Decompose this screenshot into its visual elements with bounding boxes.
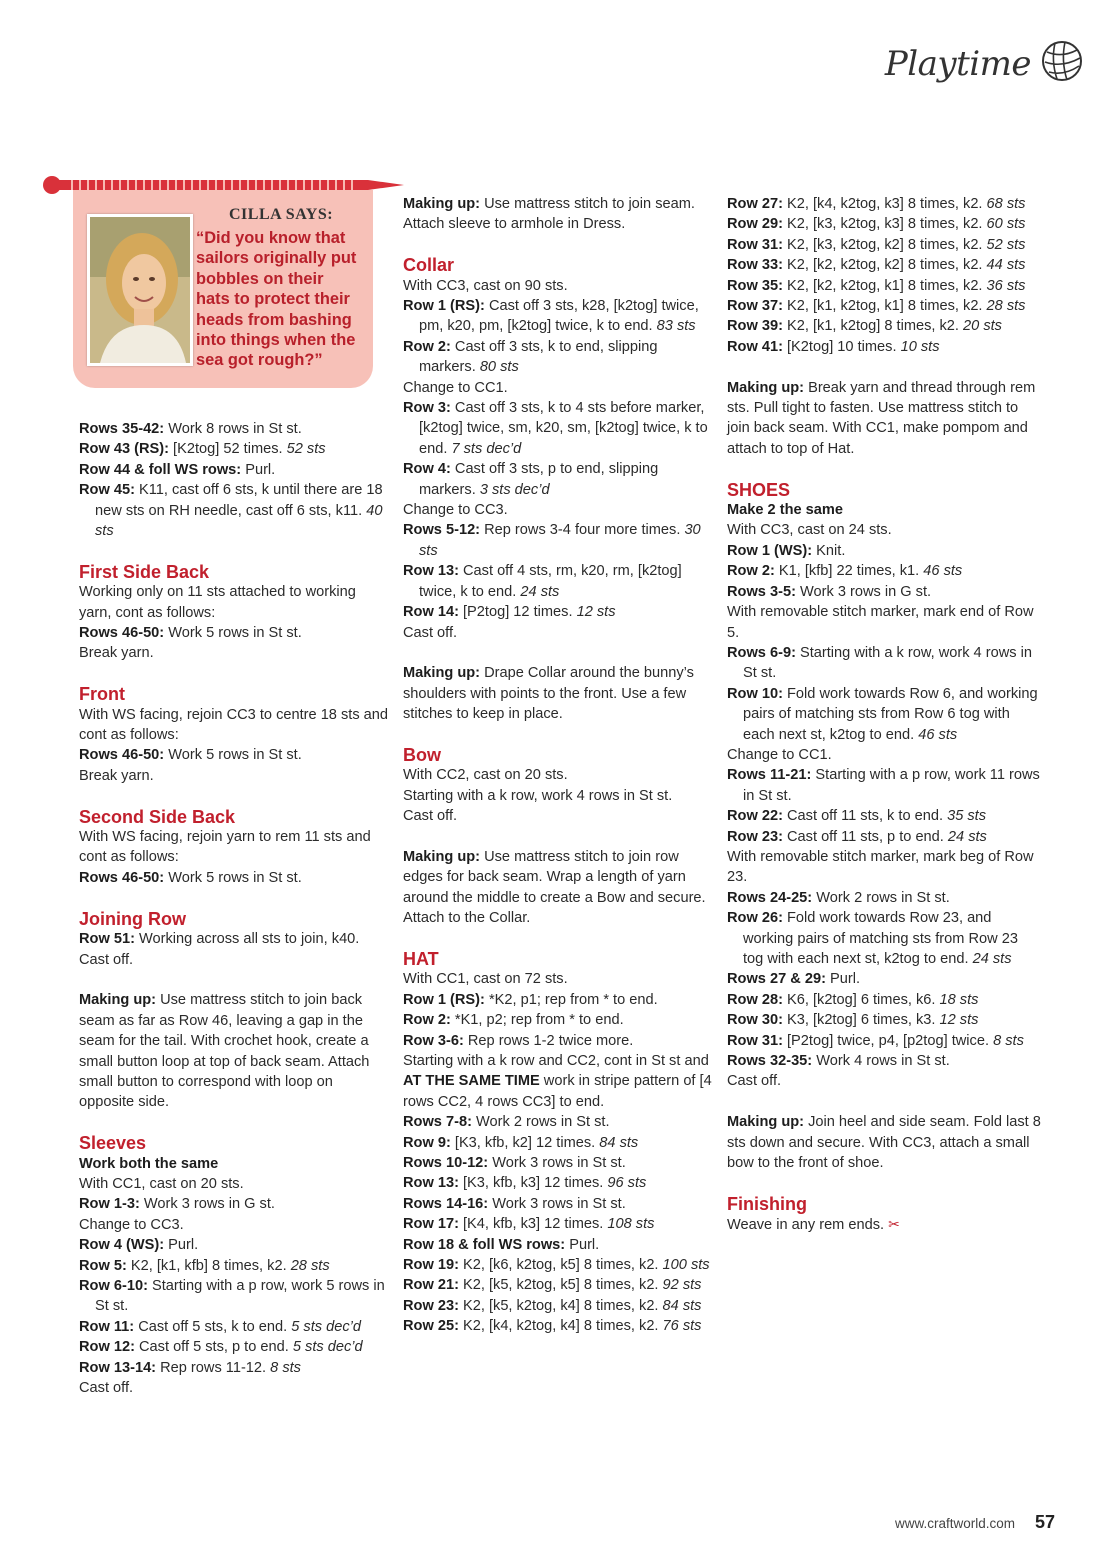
section-heading-shoes: SHOES xyxy=(727,479,791,500)
instruction-text: Break yarn. xyxy=(79,645,154,662)
subheading: Work both the same xyxy=(79,1155,219,1172)
instruction-row: Row 4 (WS): Purl. xyxy=(79,1237,199,1254)
instruction-text: Weave in any rem ends. ✂ xyxy=(727,1216,900,1234)
instruction-row: Rows 14-16: Work 3 rows in St st. xyxy=(403,1195,626,1212)
column-3 xyxy=(727,194,1042,1236)
instruction-row: Row 18 & foll WS rows: Purl. xyxy=(403,1236,600,1253)
instruction-row: Rows 11-21: Starting with a p row, work 11 rows in St st. xyxy=(727,767,1040,804)
instruction-row: Row 11: Cast off 5 sts, k to end. 5 sts dec’d xyxy=(79,1318,362,1335)
quote-line: “Did you know that xyxy=(196,229,346,247)
instruction-text: Cast off. xyxy=(403,808,458,825)
instruction-row: Row 1 (RS): *K2, p1; rep from * to end. xyxy=(403,991,658,1008)
instruction-row: Rows 7-8: Work 2 rows in St st. xyxy=(403,1114,610,1131)
column-2 xyxy=(403,194,713,1337)
instruction-row: Row 1 (RS): Cast off 3 sts, k28, [k2tog] twice, pm, k20, pm, [k2tog] twice, k to end. 83 sts xyxy=(403,298,699,335)
making-up-text: Making up: Use mattress stitch to join row edges for back seam. Wrap a length of yarn around the middle to create a Bow and secure. Attach to the Collar. xyxy=(403,848,706,927)
instruction-row: Row 5: K2, [k1, kfb] 8 times, k2. 28 sts xyxy=(79,1257,330,1274)
section-heading-collar: Collar xyxy=(403,255,455,276)
section-heading-bow: Bow xyxy=(403,744,441,765)
portrait-image xyxy=(90,217,190,363)
instruction-row: Rows 35-42: Work 8 rows in St st. xyxy=(79,421,302,437)
instruction-row: Row 23: Cast off 11 sts, p to end. 24 sts xyxy=(727,828,987,845)
instruction-row: Row 21: K2, [k5, k2tog, k5] 8 times, k2. 92 sts xyxy=(403,1277,702,1294)
instruction-row: Row 1 (WS): Knit. xyxy=(727,542,846,559)
instruction-row: Row 13-14: Rep rows 11-12. 8 sts xyxy=(79,1359,301,1376)
instruction-row: Rows 5-12: Rep rows 3-4 four more times. 30 sts xyxy=(403,522,701,559)
instruction-row: Row 19: K2, [k6, k2tog, k5] 8 times, k2. 100 sts xyxy=(403,1257,710,1274)
instruction-row: Row 2: K1, [kfb] 22 times, k1. 46 sts xyxy=(727,563,963,580)
instruction-row: Row 6-10: Starting with a p row, work 5 rows in St st. xyxy=(79,1277,385,1315)
instruction-text: With CC2, cast on 20 sts. xyxy=(403,767,568,784)
instruction-row: Rows 27 & 29: Purl. xyxy=(727,971,861,988)
instruction-row: Rows 6-9: Starting with a k row, work 4 rows in St st. xyxy=(727,644,1032,682)
section-heading-sleeves: Sleeves xyxy=(79,1133,147,1154)
instruction-row: Rows 32-35: Work 4 rows in St st. xyxy=(727,1053,950,1070)
section-heading-first-side-back: First Side Back xyxy=(79,561,210,582)
instruction-text: Change to CC1. xyxy=(403,379,508,396)
instruction-row: Row 45: K11, cast off 6 sts, k until there are 18 new sts on RH needle, cast off 6 sts, k11. 40 sts xyxy=(79,482,383,540)
instruction-row: Row 1-3: Work 3 rows in G st. xyxy=(79,1196,275,1213)
instruction-row: Row 3-6: Rep rows 1-2 twice more. xyxy=(403,1032,634,1049)
end-mark-icon: ✂ xyxy=(888,1216,900,1233)
tip-box xyxy=(73,190,373,388)
brand-header xyxy=(884,34,1087,94)
instruction-text: Change to CC1. xyxy=(727,746,832,763)
instruction-text: Working only on 11 sts attached to working yarn, cont as follows: xyxy=(79,584,356,621)
instruction-row: Row 33: K2, [k2, k2tog, k2] 8 times, k2. 44 sts xyxy=(727,257,1026,274)
instruction-text: With CC3, cast on 90 sts. xyxy=(403,277,568,294)
instruction-text: Starting with a k row and CC2, cont in St st and AT THE SAME TIME work in stripe pattern of [4 rows CC2, 4 rows CC3] to end. xyxy=(403,1052,712,1110)
instruction-row: Row 37: K2, [k1, k2tog, k1] 8 times, k2. 28 sts xyxy=(727,298,1026,315)
making-up-text: Making up: Join heel and side seam. Fold last 8 sts down and secure. With CC3, attach a small bow to the front of shoe. xyxy=(727,1114,1041,1172)
quote-line: heads from bashing xyxy=(196,310,352,329)
instruction-row: Rows 46-50: Work 5 rows in St st. xyxy=(79,625,302,642)
instruction-text: Change to CC3. xyxy=(403,502,508,519)
instruction-row: Row 35: K2, [k2, k2tog, k1] 8 times, k2. 36 sts xyxy=(727,277,1026,294)
instruction-text: With CC3, cast on 24 sts. xyxy=(727,522,892,539)
instruction-row: Row 25: K2, [k4, k2tog, k4] 8 times, k2. 76 sts xyxy=(403,1318,702,1335)
column-1 xyxy=(79,419,389,1398)
instruction-text: With CC1, cast on 20 sts. xyxy=(79,1175,244,1192)
quote-line: sea got rough?” xyxy=(196,351,323,370)
instruction-row: Row 22: Cast off 11 sts, k to end. 35 sts xyxy=(727,808,987,825)
instruction-row: Row 17: [K4, kfb, k3] 12 times. 108 sts xyxy=(403,1216,655,1233)
instruction-row: Row 39: K2, [k1, k2tog] 8 times, k2. 20 sts xyxy=(727,318,1002,335)
instruction-text: With WS facing, rejoin CC3 to centre 18 sts and cont as follows: xyxy=(79,706,389,744)
instruction-row: Row 10: Fold work towards Row 6, and working pairs of matching sts from Row 6 tog with each next st, k2tog to end. 46 sts xyxy=(727,685,1038,743)
instruction-row: Row 29: K2, [k3, k2tog, k3] 8 times, k2. 60 sts xyxy=(727,216,1026,233)
quote-line: bobbles on their xyxy=(196,269,324,288)
instruction-row: Row 14: [P2tog] 12 times. 12 sts xyxy=(403,604,616,621)
yarn-ball-icon xyxy=(1037,36,1087,86)
instruction-row: Row 51: Working across all sts to join, k40. xyxy=(79,931,360,948)
making-up-text: Making up: Use mattress stitch to join seam. Attach sleeve to armhole in Dress. xyxy=(403,196,695,233)
making-up-text: Making up: Drape Collar around the bunny’s shoulders with points to the front. Use a few stitches to keep in place. xyxy=(403,665,694,723)
instruction-row: Row 13: Cast off 4 sts, rm, k20, rm, [k2tog] twice, k to end. 24 sts xyxy=(403,563,682,600)
instruction-row: Row 4: Cast off 3 sts, p to end, slipping markers. 3 sts dec’d xyxy=(403,461,659,498)
instruction-row: Row 2: *K1, p2; rep from * to end. xyxy=(403,1012,624,1029)
section-heading-second-side-back: Second Side Back xyxy=(79,806,236,827)
section-heading-joining-row: Joining Row xyxy=(79,908,186,929)
instruction-row: Row 9: [K3, kfb, k2] 12 times. 84 sts xyxy=(403,1134,639,1151)
instruction-row: Row 31: K2, [k3, k2tog, k2] 8 times, k2. 52 sts xyxy=(727,236,1026,253)
instruction-text: Change to CC3. xyxy=(79,1216,184,1233)
instruction-row: Row 41: [K2tog] 10 times. 10 sts xyxy=(727,338,940,355)
page-number: 57 xyxy=(1034,1512,1055,1532)
instruction-row: Rows 24-25: Work 2 rows in St st. xyxy=(727,889,950,906)
section-heading-front: Front xyxy=(79,684,125,705)
instruction-text: Cast off. xyxy=(79,1380,134,1396)
instruction-row: Rows 46-50: Work 5 rows in St st. xyxy=(79,747,302,764)
instruction-text: Cast off. xyxy=(403,624,458,641)
brand-title: Playtime xyxy=(884,44,1031,84)
instruction-text: With CC1, cast on 72 sts. xyxy=(403,971,568,988)
quote-line: hats to protect their xyxy=(196,290,350,309)
instruction-text: With removable stitch marker, mark beg of Row 23. xyxy=(727,848,1034,886)
quote-line: sailors originally put xyxy=(196,249,357,268)
cilla-photo xyxy=(87,214,193,366)
instruction-text: With WS facing, rejoin yarn to rem 11 sts and cont as follows: xyxy=(79,829,371,866)
instruction-row: Row 31: [P2tog] twice, p4, [p2tog] twice. 8 sts xyxy=(727,1032,1024,1049)
making-up-text: Making up: Use mattress stitch to join back seam as far as Row 46, leaving a gap in the seam for the tail. With crochet hook, create a small button loop at top of back seam. Attach small button to correspond with loop on opposite side. xyxy=(79,992,370,1111)
instruction-row: Row 26: Fold work towards Row 23, and working pairs of matching sts from Row 23 tog with each next st, k2tog to end. 24 sts xyxy=(727,910,1018,967)
tip-title: CILLA SAYS: xyxy=(229,206,334,223)
instruction-row: Rows 10-12: Work 3 rows in St st. xyxy=(403,1155,626,1172)
instruction-row: Row 23: K2, [k5, k2tog, k4] 8 times, k2. 84 sts xyxy=(403,1297,702,1314)
instruction-row: Row 13: [K3, kfb, k3] 12 times. 96 sts xyxy=(403,1175,647,1192)
instruction-text: Cast off. xyxy=(727,1073,782,1090)
instruction-text: With removable stitch marker, mark end of Row 5. xyxy=(727,604,1034,641)
instruction-row: Rows 3-5: Work 3 rows in G st. xyxy=(727,583,932,600)
making-up-text: Making up: Break yarn and thread through rem sts. Pull tight to fasten. Use mattress stitch to join back seam. With CC1, make pompom and attach to top of Hat. xyxy=(727,379,1036,457)
instruction-text: Break yarn. xyxy=(79,767,154,784)
instruction-row: Row 3: Cast off 3 sts, k to 4 sts before marker, [k2tog] twice, sm, k20, sm, [k2tog] twice, k to end. 7 sts dec’d xyxy=(403,400,708,457)
instruction-row: Row 30: K3, [k2tog] 6 times, k3. 12 sts xyxy=(727,1012,979,1029)
instruction-row: Row 2: Cast off 3 sts, k to end, slipping markers. 80 sts xyxy=(403,338,658,376)
instruction-row: Rows 46-50: Work 5 rows in St st. xyxy=(79,869,302,886)
instruction-row: Row 27: K2, [k4, k2tog, k3] 8 times, k2. 68 sts xyxy=(727,196,1026,212)
tip-quote xyxy=(196,228,366,371)
quote-line: into things when the xyxy=(196,331,356,350)
instruction-row: Row 12: Cast off 5 sts, p to end. 5 sts dec’d xyxy=(79,1339,363,1356)
instruction-row: Row 44 & foll WS rows: Purl. xyxy=(79,461,276,478)
instruction-row: Row 43 (RS): [K2tog] 52 times. 52 sts xyxy=(79,441,326,458)
section-heading-finishing: Finishing xyxy=(727,1193,807,1214)
footer-url: www.craftworld.com xyxy=(894,1516,1015,1531)
instruction-row: Row 28: K6, [k2tog] 6 times, k6. 18 sts xyxy=(727,991,979,1008)
instruction-text: Cast off. xyxy=(79,951,134,968)
instruction-text: Starting with a k row, work 4 rows in St st. xyxy=(403,787,673,804)
subheading: Make 2 the same xyxy=(727,502,844,519)
section-heading-hat: HAT xyxy=(403,948,439,969)
